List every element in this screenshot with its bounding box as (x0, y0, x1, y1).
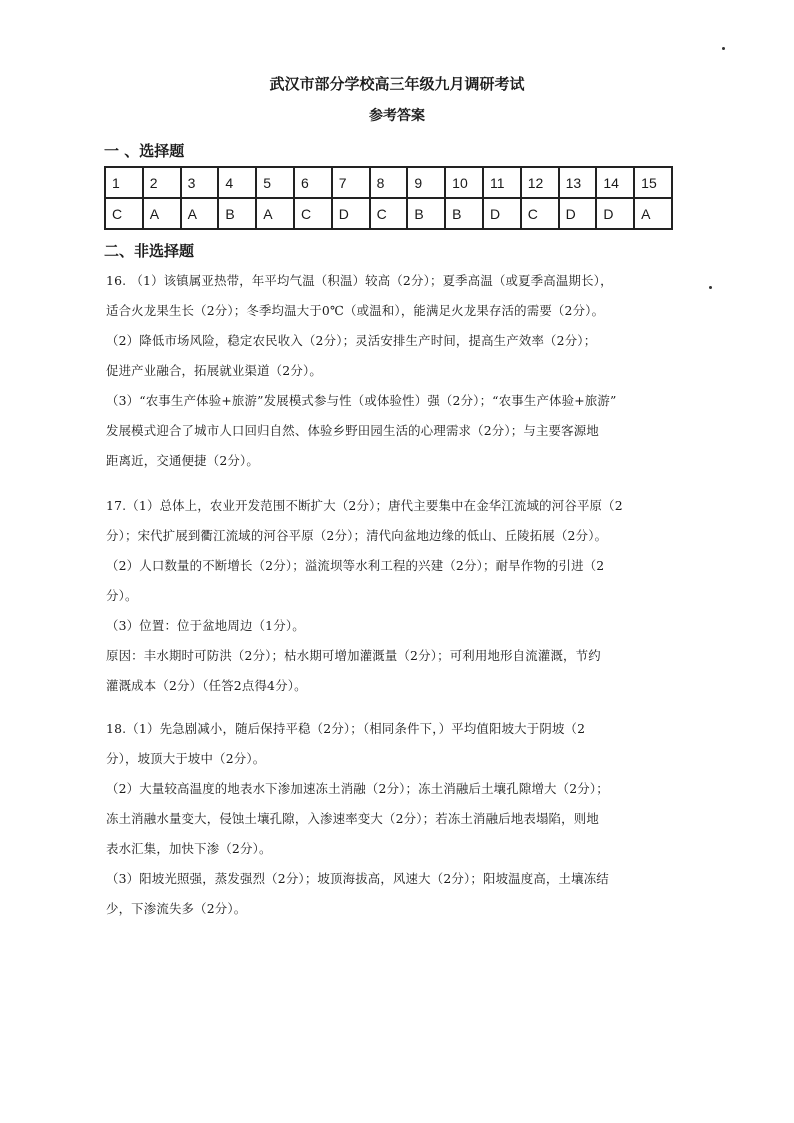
text-line: 少，下渗流失多（2分）。 (106, 901, 247, 916)
text-line: （3）阳坡光照强，蒸发强烈（2分）；坡顶海拔高，风速大（2分）；阳坡温度高，土壤冻结 (106, 871, 609, 886)
answer-letter-cell: C (370, 198, 408, 229)
answer-letter-cell: D (483, 198, 521, 229)
page-title: 武汉市部分学校高三年级九月调研考试 (269, 75, 525, 93)
answer-letter-cell: A (634, 198, 672, 229)
text-line: 促进产业融合，拓展就业渠道（2分）。 (106, 363, 322, 378)
question-number-cell: 3 (181, 167, 219, 198)
answer-letter-cell: A (181, 198, 219, 229)
text-line: 18.（1）先急剧减小，随后保持平稳（2分）；（相同条件下，）平均值阳坡大于阴坡（2 (106, 721, 586, 736)
question-number-cell: 12 (521, 167, 559, 198)
text-line: 17.（1）总体上，农业开发范围不断扩大（2分）；唐代主要集中在金华江流域的河谷平原（2 (106, 498, 623, 513)
question-number-cell: 1 (105, 167, 143, 198)
scan-dot-top (722, 47, 725, 50)
question-number-cell: 6 (294, 167, 332, 198)
answer-letter-cell: D (332, 198, 370, 229)
section-heading-free-response: 二、非选择题 (104, 242, 195, 260)
answer-letter-cell: C (294, 198, 332, 229)
text-line: （3）“农事生产体验+旅游”发展模式参与性（或体验性）强（2分）；“农事生产体验+旅游” (106, 393, 617, 408)
answer-letter-cell: C (521, 198, 559, 229)
text-line: 适合火龙果生长（2分）；冬季均温大于0℃（或温和），能满足火龙果存活的需要（2分）。 (106, 303, 605, 318)
answer-18 (106, 714, 686, 924)
text-line: （2）降低市场风险，稳定农民收入（2分）；灵活安排生产时间，提高生产效率（2分）； (106, 333, 597, 348)
question-number-cell: 13 (559, 167, 597, 198)
answer-letter-cell: B (218, 198, 256, 229)
answer-letter-cell: D (596, 198, 634, 229)
page-subtitle: 参考答案 (369, 108, 425, 124)
section-heading-multiple-choice: 一 、选择题 (104, 142, 185, 160)
question-number-cell: 8 (370, 167, 408, 198)
answer-16 (106, 266, 686, 476)
text-line: 距离近，交通便捷（2分）。 (106, 453, 259, 468)
answer-table-number-row (105, 167, 672, 198)
text-line: （3）位置：位于盆地周边（1分）。 (106, 618, 305, 633)
text-line: 灌溉成本（2分）（任答2点得4分）。 (106, 678, 307, 693)
answer-letter-cell: B (407, 198, 445, 229)
answer-table (104, 166, 673, 230)
text-line: 发展模式迎合了城市人口回归自然、体验乡野田园生活的心理需求（2分）；与主要客源地 (106, 423, 599, 438)
question-number-cell: 10 (445, 167, 483, 198)
question-number-cell: 7 (332, 167, 370, 198)
answer-17 (106, 491, 686, 701)
answer-table-letter-row (105, 198, 672, 229)
answer-letter-cell: C (105, 198, 143, 229)
text-line: 原因：丰水期时可防洪（2分）；枯水期可增加灌溉量（2分）；可利用地形自流灌溉，节约 (106, 648, 601, 663)
text-line: 分）；宋代扩展到衢江流域的河谷平原（2分）；清代向盆地边缘的低山、丘陵拓展（2分）。 (106, 528, 608, 543)
text-line: （2）大量较高温度的地表水下渗加速冻土消融（2分）；冻土消融后土壤孔隙增大（2分）； (106, 781, 609, 796)
text-line: 冻土消融水量变大，侵蚀土壤孔隙，入渗速率变大（2分）；若冻土消融后地表塌陷，则地 (106, 811, 599, 826)
question-number-cell: 14 (596, 167, 634, 198)
text-line: （2）人口数量的不断增长（2分）；溢流坝等水利工程的兴建（2分）；耐旱作物的引进（2 (106, 558, 605, 573)
answer-letter-cell: B (445, 198, 483, 229)
text-line: 16. （1）该镇属亚热带，年平均气温（积温）较高（2分）；夏季高温（或夏季高温期长）， (106, 273, 613, 288)
answer-letter-cell: D (559, 198, 597, 229)
scan-dot-side (709, 286, 712, 289)
question-number-cell: 15 (634, 167, 672, 198)
answer-letter-cell: A (256, 198, 294, 229)
question-number-cell: 11 (483, 167, 521, 198)
answer-letter-cell: A (143, 198, 181, 229)
question-number-cell: 4 (218, 167, 256, 198)
text-line: 分），坡顶大于坡中（2分）。 (106, 751, 266, 766)
question-number-cell: 5 (256, 167, 294, 198)
text-line: 分）。 (106, 588, 138, 603)
question-number-cell: 2 (143, 167, 181, 198)
question-number-cell: 9 (407, 167, 445, 198)
text-line: 表水汇集，加快下渗（2分）。 (106, 841, 272, 856)
